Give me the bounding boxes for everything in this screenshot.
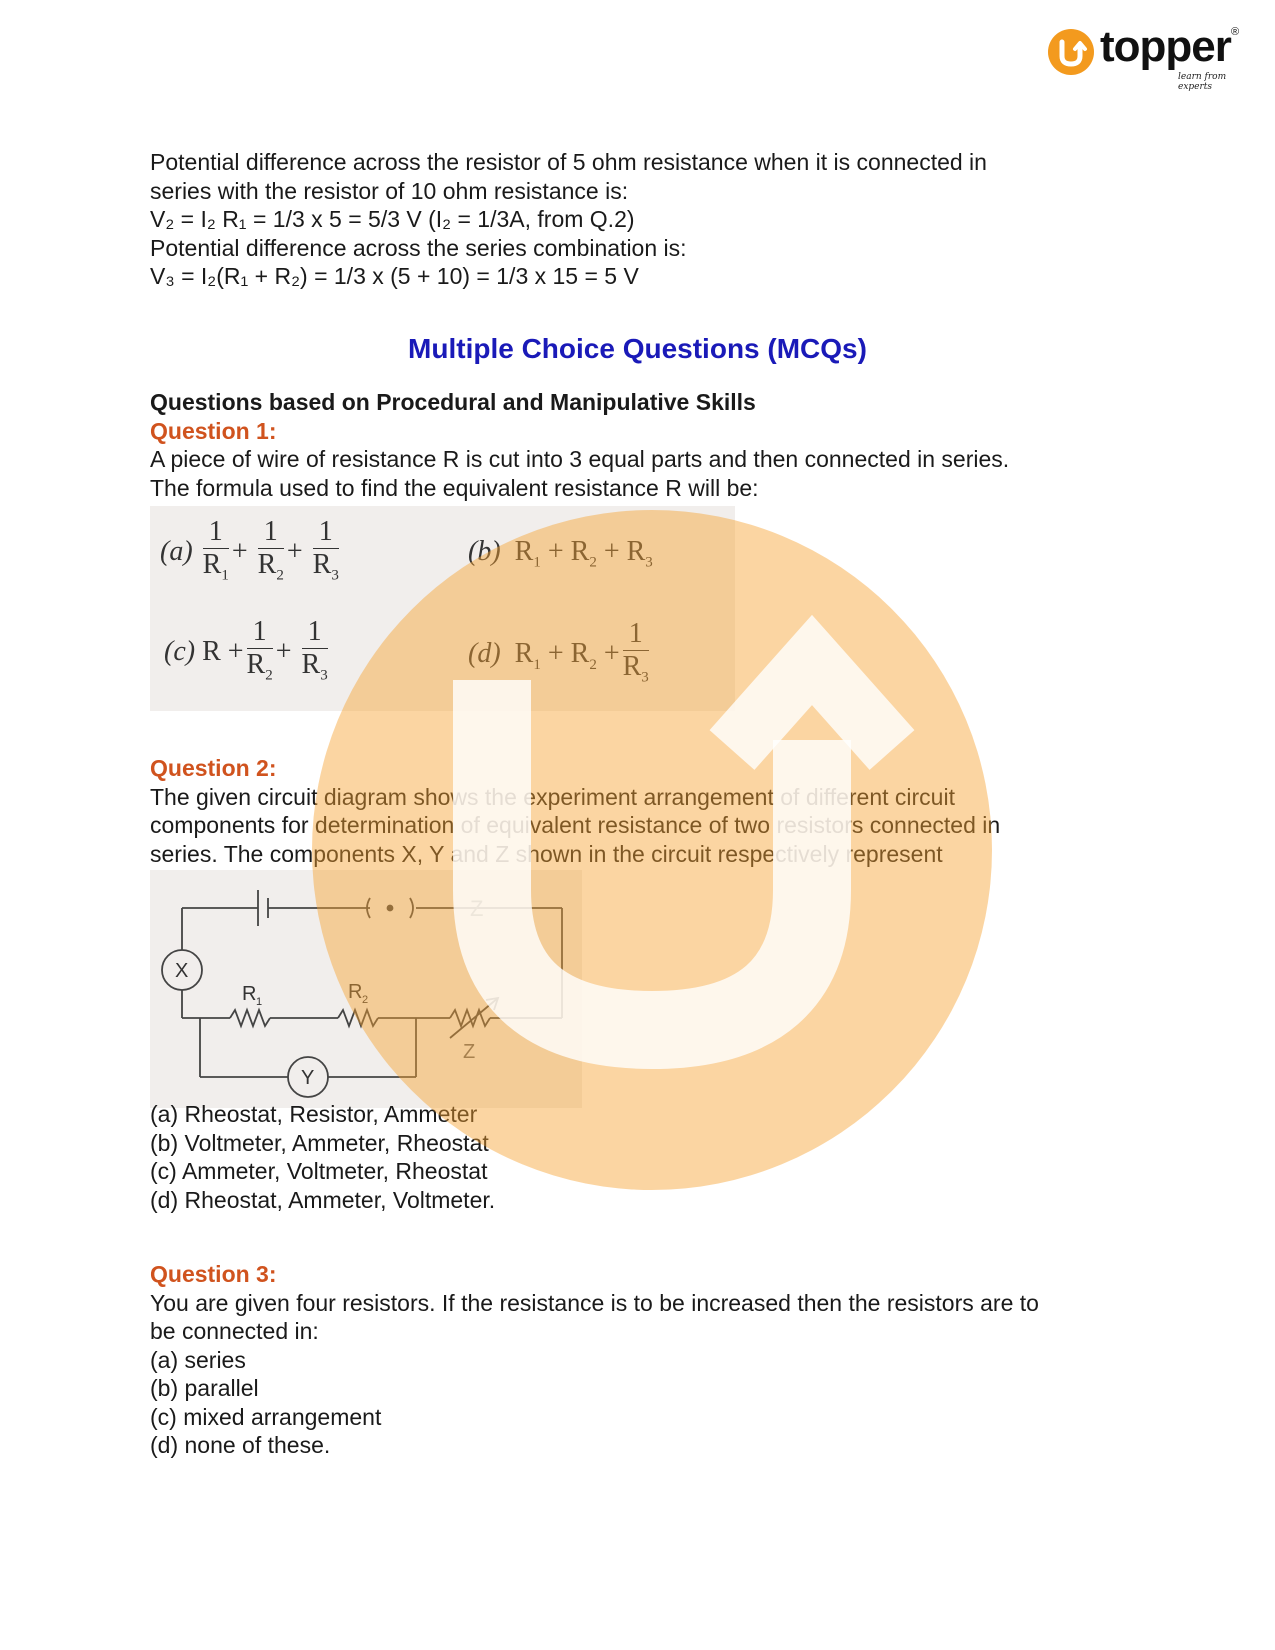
option-c: (c) Ammeter, Voltmeter, Rheostat <box>150 1158 488 1184</box>
intro-line: Potential difference across the resistor of 5 ohm resistance when it is connected in <box>150 149 987 175</box>
option-a-label: (a) <box>160 536 193 568</box>
question-2-options <box>150 1100 495 1214</box>
option-a-formula: (a) $\frac{1}{R_1}$ + $\frac{1}{R_2}$ + $\frac{1}{R_3}$ <box>160 516 339 584</box>
option-a: (a) series <box>150 1346 246 1373</box>
topper-logo-icon <box>1048 29 1094 75</box>
intro-equation: V₂ = I₂ R₁ = 1/3 x 5 = 5/3 V (I₂ = 1/3A, from Q.2) <box>150 206 635 232</box>
option-d-label: (d) <box>468 638 501 670</box>
label-r1: R <box>242 983 257 1005</box>
label-r2-sub: 2 <box>362 994 369 1006</box>
option-c: (c) mixed arrangement <box>150 1403 382 1430</box>
option-b-label: (b) <box>468 536 501 567</box>
label-x: X <box>175 960 189 982</box>
question-2-text: components for determination of equivalent resistance of two resistors connected in <box>150 812 1001 838</box>
label-y: Y <box>301 1067 315 1089</box>
question-1-text: The formula used to find the equivalent resistance R will be: <box>150 474 759 501</box>
question-2-block <box>150 754 1000 868</box>
mcq-title: Multiple Choice Questions (MCQs) <box>408 333 867 364</box>
intro-equation: V₃ = I₂(R₁ + R₂) = 1/3 x (5 + 10) = 1/3 x 15 = 5 V <box>150 263 639 289</box>
question-3-text: be connected in: <box>150 1318 319 1344</box>
option-a: (a) Rheostat, Resistor, Ammeter <box>150 1101 478 1127</box>
option-d: (d) Rheostat, Ammeter, Voltmeter. <box>150 1186 496 1213</box>
intro-line: series with the resistor of 10 ohm resistance is: <box>150 177 629 204</box>
question-3-block <box>150 1260 1039 1460</box>
option-c-formula: (c) R + $\frac{1}{R_2}$ + $\frac{1}{R_3}$ <box>164 616 328 684</box>
label-z-top: Z <box>470 896 484 921</box>
intro-line: Potential difference across the series combination is: <box>150 234 687 261</box>
label-r1-sub: 1 <box>256 996 263 1008</box>
question-2-text: The given circuit diagram shows the experiment arrangement of different circuit <box>150 783 955 810</box>
question-1-block <box>150 388 1009 502</box>
formula-options-image <box>150 506 735 711</box>
option-b: (b) Voltmeter, Ammeter, Rheostat <box>150 1129 489 1156</box>
option-c-label: (c) <box>164 636 196 668</box>
section-heading: Questions based on Procedural and Manipulative Skills <box>150 389 756 415</box>
option-d: (d) none of these. <box>150 1432 331 1458</box>
topper-logo <box>1048 22 1240 92</box>
option-b: (b) parallel <box>150 1375 259 1401</box>
question-1-label: Question 1: <box>150 417 277 444</box>
option-b-formula: (b) $R_1 + R_2 + R_3$ <box>468 536 653 571</box>
option-d-formula: (d) $R_1 + R_2$ + $\frac{1}{R_3}$ <box>468 618 649 686</box>
question-1-text: A piece of wire of resistance R is cut into 3 equal parts and then connected in series. <box>150 446 1010 472</box>
question-3-label: Question 3: <box>150 1261 277 1287</box>
logo-text: topper <box>1100 22 1231 71</box>
registered-mark: ® <box>1231 26 1240 38</box>
question-2-label: Question 2: <box>150 755 277 781</box>
question-3-text: You are given four resistors. If the resistance is to be increased then the resistors are to <box>150 1289 1039 1316</box>
circuit-diagram <box>150 870 582 1108</box>
label-r2: R <box>348 981 363 1003</box>
question-2-text: series. The components X, Y and Z shown in the circuit respectively represent <box>150 840 943 867</box>
label-z-bottom: Z <box>463 1041 476 1063</box>
logo-tagline: learn from experts <box>1178 72 1227 92</box>
intro-block <box>150 148 1140 291</box>
